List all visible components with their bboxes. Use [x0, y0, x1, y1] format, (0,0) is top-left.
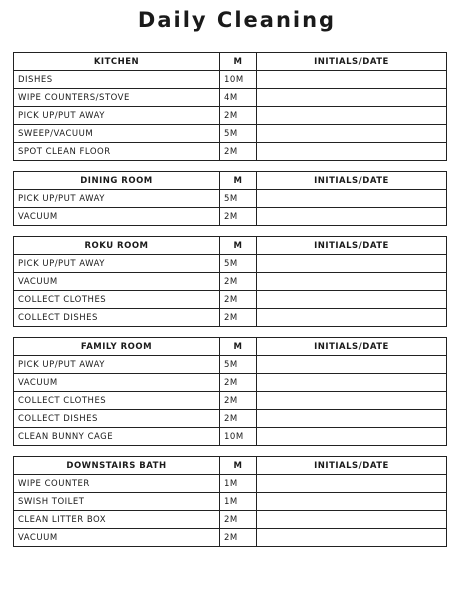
task-name: CLEAN LITTER BOX — [14, 511, 220, 529]
time-header: M — [220, 338, 257, 356]
initials-cell[interactable] — [257, 208, 447, 226]
table-row — [14, 89, 447, 107]
initials-cell[interactable] — [257, 356, 447, 374]
initials-header: INITIALS/DATE — [257, 53, 447, 71]
task-name: VACUUM — [14, 273, 220, 291]
initials-cell[interactable] — [257, 71, 447, 89]
page-title: Daily Cleaning — [137, 8, 337, 32]
task-name: WIPE COUNTERS/STOVE — [14, 89, 220, 107]
room-name: ROKU ROOM — [14, 237, 220, 255]
initials-header: INITIALS/DATE — [257, 457, 447, 475]
task-name: VACUUM — [14, 374, 220, 392]
initials-cell[interactable] — [257, 493, 447, 511]
table-row — [14, 291, 447, 309]
initials-cell[interactable] — [257, 125, 447, 143]
task-time: 2M — [220, 309, 257, 327]
table-row — [14, 475, 447, 493]
task-name: VACUUM — [14, 208, 220, 226]
task-time: 2M — [220, 511, 257, 529]
initials-cell[interactable] — [257, 529, 447, 547]
section-header — [14, 457, 447, 475]
task-name: PICK UP/PUT AWAY — [14, 107, 220, 125]
task-time: 4M — [220, 89, 257, 107]
initials-cell[interactable] — [257, 511, 447, 529]
initials-header: INITIALS/DATE — [257, 172, 447, 190]
task-time: 2M — [220, 291, 257, 309]
task-name: SWEEP/VACUUM — [14, 125, 220, 143]
table-row — [14, 125, 447, 143]
table-row — [14, 529, 447, 547]
table-row — [14, 143, 447, 161]
initials-cell[interactable] — [257, 475, 447, 493]
table-row — [14, 309, 447, 327]
room-name: DINING ROOM — [14, 172, 220, 190]
task-name: PICK UP/PUT AWAY — [14, 255, 220, 273]
task-name: VACUUM — [14, 529, 220, 547]
task-name: COLLECT CLOTHES — [14, 392, 220, 410]
initials-cell[interactable] — [257, 273, 447, 291]
initials-cell[interactable] — [257, 309, 447, 327]
section-header — [14, 172, 447, 190]
initials-cell[interactable] — [257, 89, 447, 107]
initials-header: INITIALS/DATE — [257, 237, 447, 255]
task-name: DISHES — [14, 71, 220, 89]
table-row — [14, 493, 447, 511]
table-row — [14, 410, 447, 428]
room-name: DOWNSTAIRS BATH — [14, 457, 220, 475]
initials-cell[interactable] — [257, 190, 447, 208]
initials-cell[interactable] — [257, 428, 447, 446]
table-row — [14, 356, 447, 374]
time-header: M — [220, 172, 257, 190]
task-name: SWISH TOILET — [14, 493, 220, 511]
task-time: 2M — [220, 273, 257, 291]
task-name: COLLECT CLOTHES — [14, 291, 220, 309]
section-header — [14, 53, 447, 71]
initials-cell[interactable] — [257, 410, 447, 428]
table-row — [14, 392, 447, 410]
initials-cell[interactable] — [257, 291, 447, 309]
task-time: 1M — [220, 475, 257, 493]
task-name: COLLECT DISHES — [14, 309, 220, 327]
table-row — [14, 374, 447, 392]
section-kitchen — [13, 52, 447, 161]
task-name: WIPE COUNTER — [14, 475, 220, 493]
table-row — [14, 190, 447, 208]
task-time: 2M — [220, 208, 257, 226]
initials-cell[interactable] — [257, 143, 447, 161]
task-name: SPOT CLEAN FLOOR — [14, 143, 220, 161]
task-time: 5M — [220, 255, 257, 273]
table-row — [14, 428, 447, 446]
section-header — [14, 237, 447, 255]
task-name: PICK UP/PUT AWAY — [14, 356, 220, 374]
initials-cell[interactable] — [257, 392, 447, 410]
table-row — [14, 107, 447, 125]
task-name: COLLECT DISHES — [14, 410, 220, 428]
task-time: 5M — [220, 356, 257, 374]
room-name: KITCHEN — [14, 53, 220, 71]
room-name: FAMILY ROOM — [14, 338, 220, 356]
time-header: M — [220, 237, 257, 255]
initials-cell[interactable] — [257, 107, 447, 125]
time-header: M — [220, 457, 257, 475]
time-header: M — [220, 53, 257, 71]
table-row — [14, 255, 447, 273]
section-family-room — [13, 337, 447, 446]
table-row — [14, 511, 447, 529]
initials-cell[interactable] — [257, 374, 447, 392]
task-time: 2M — [220, 529, 257, 547]
task-time: 10M — [220, 71, 257, 89]
task-time: 5M — [220, 125, 257, 143]
section-roku-room — [13, 236, 447, 327]
section-downstairs-bath — [13, 456, 447, 547]
task-time: 2M — [220, 410, 257, 428]
task-time: 2M — [220, 143, 257, 161]
initials-cell[interactable] — [257, 255, 447, 273]
section-header — [14, 338, 447, 356]
task-time: 2M — [220, 107, 257, 125]
task-time: 10M — [220, 428, 257, 446]
task-time: 1M — [220, 493, 257, 511]
task-time: 5M — [220, 190, 257, 208]
table-row — [14, 71, 447, 89]
table-row — [14, 208, 447, 226]
task-name: PICK UP/PUT AWAY — [14, 190, 220, 208]
table-row — [14, 273, 447, 291]
initials-header: INITIALS/DATE — [257, 338, 447, 356]
task-name: CLEAN BUNNY CAGE — [14, 428, 220, 446]
section-dining-room — [13, 171, 447, 226]
task-time: 2M — [220, 392, 257, 410]
task-time: 2M — [220, 374, 257, 392]
